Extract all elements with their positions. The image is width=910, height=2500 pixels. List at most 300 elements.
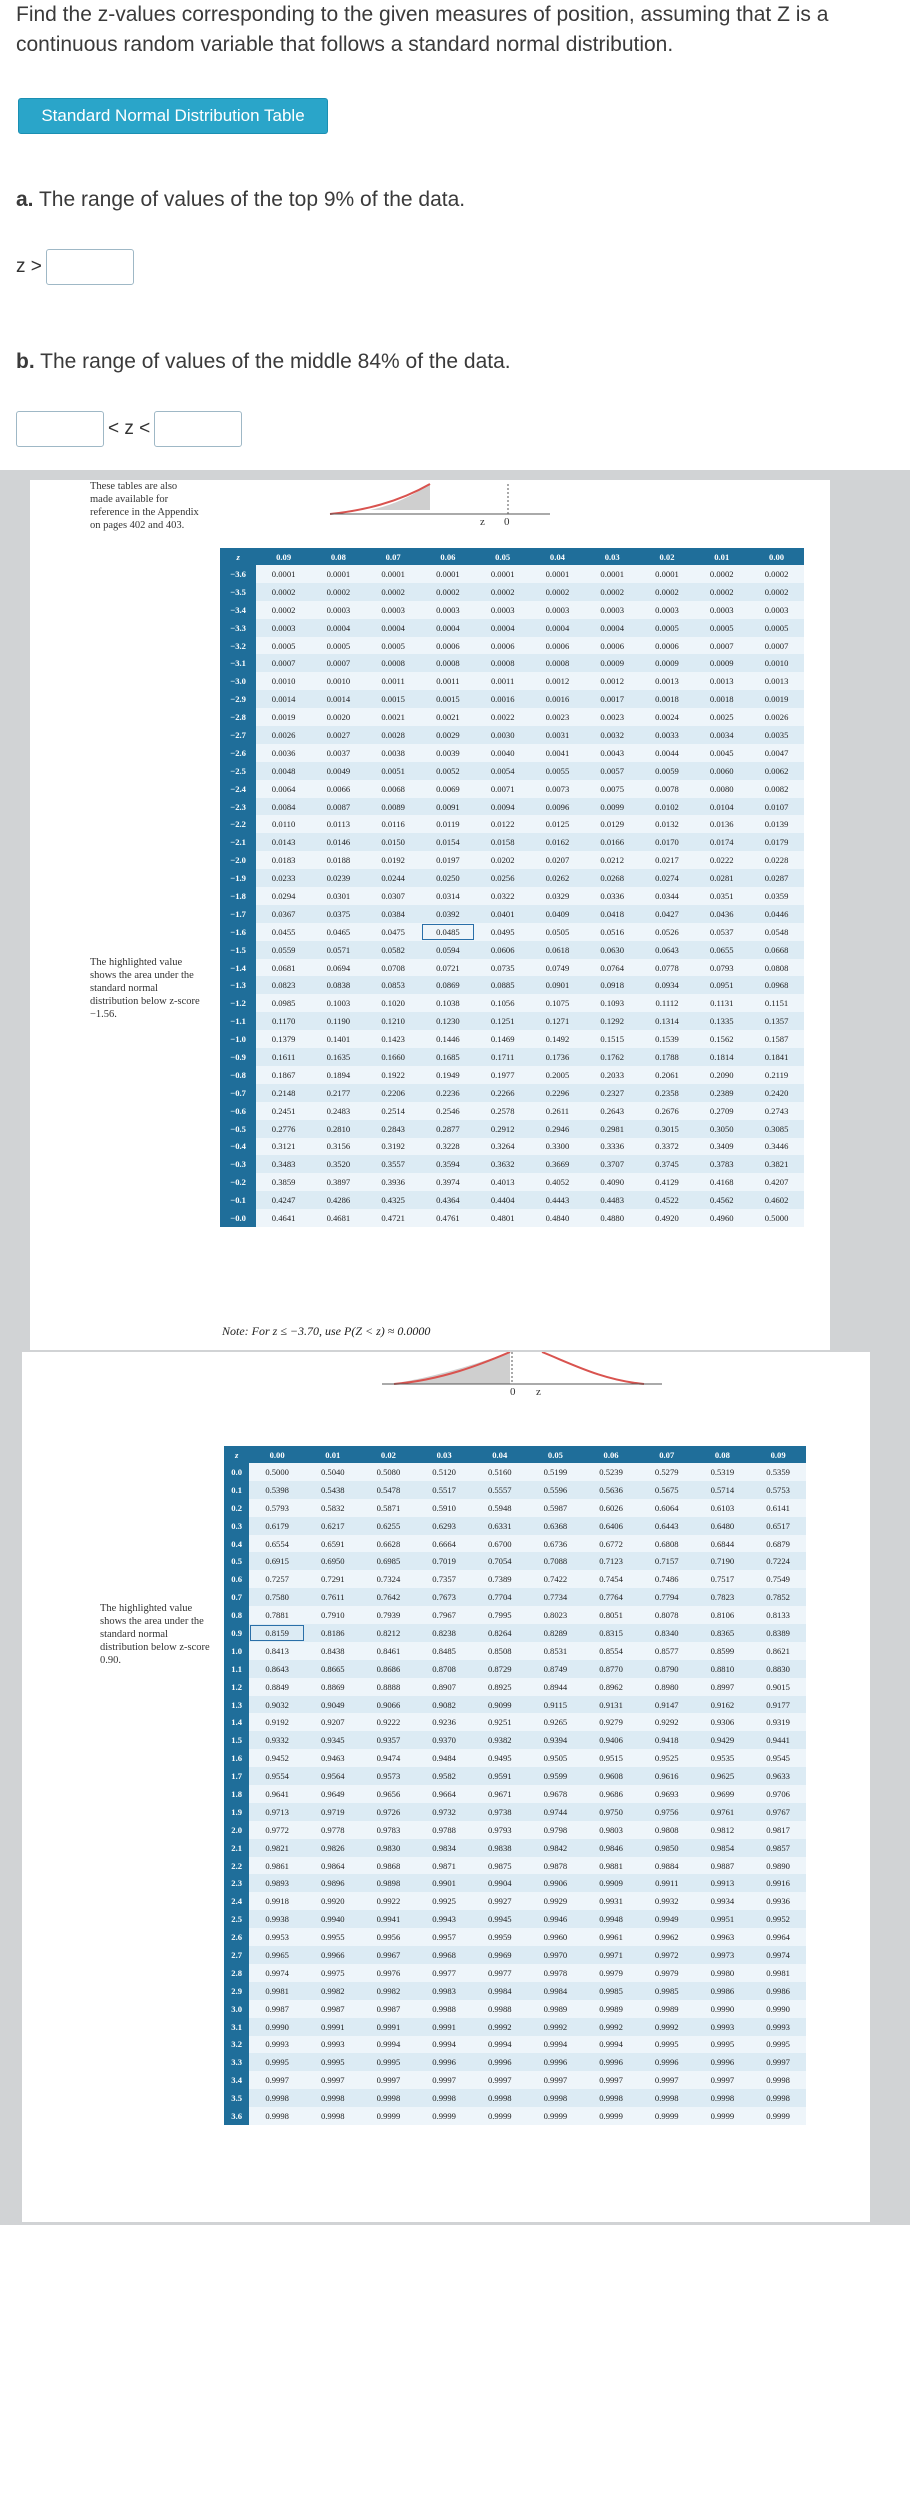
z-score-cell: −3.3 bbox=[220, 619, 256, 637]
table-row bbox=[224, 2053, 806, 2071]
probability-cell: 0.9265 bbox=[528, 1713, 584, 1731]
probability-cell: 0.9998 bbox=[305, 2089, 361, 2107]
probability-cell: 0.3520 bbox=[311, 1155, 366, 1173]
probability-cell: 0.1357 bbox=[749, 1012, 804, 1030]
probability-cell: 0.0104 bbox=[694, 798, 749, 816]
table-row bbox=[224, 1982, 806, 2000]
probability-cell: 0.1894 bbox=[311, 1066, 366, 1084]
probability-cell: 0.9207 bbox=[305, 1713, 361, 1731]
z-score-cell: 1.3 bbox=[224, 1696, 249, 1714]
probability-cell: 0.9854 bbox=[695, 1839, 751, 1857]
probability-cell: 0.9686 bbox=[583, 1785, 639, 1803]
probability-cell: 0.0146 bbox=[311, 833, 366, 851]
probability-cell: 0.2033 bbox=[585, 1066, 640, 1084]
probability-cell: 0.3632 bbox=[475, 1155, 530, 1173]
z-score-cell: 2.1 bbox=[224, 1839, 249, 1857]
probability-cell: 0.0016 bbox=[475, 690, 530, 708]
probability-cell: 0.0019 bbox=[256, 708, 311, 726]
probability-cell: 0.7611 bbox=[305, 1588, 361, 1606]
z-score-cell: −3.6 bbox=[220, 565, 256, 583]
probability-cell: 0.5753 bbox=[750, 1481, 806, 1499]
probability-cell: 0.1292 bbox=[585, 1012, 640, 1030]
probability-cell: 0.1230 bbox=[421, 1012, 476, 1030]
z-score-cell: 3.5 bbox=[224, 2089, 249, 2107]
z-score-cell: 1.7 bbox=[224, 1767, 249, 1785]
table-row bbox=[224, 1606, 806, 1624]
probability-cell: 0.4960 bbox=[694, 1209, 749, 1227]
probability-cell: 0.6406 bbox=[583, 1517, 639, 1535]
probability-cell: 0.0436 bbox=[694, 905, 749, 923]
z-score-cell: −2.3 bbox=[220, 798, 256, 816]
probability-cell: 0.9998 bbox=[639, 2089, 695, 2107]
probability-cell: 0.0314 bbox=[421, 887, 476, 905]
table-row bbox=[224, 1839, 806, 1857]
probability-cell: 0.9864 bbox=[305, 1857, 361, 1875]
probability-cell: 0.9049 bbox=[305, 1696, 361, 1714]
probability-cell: 0.3974 bbox=[421, 1173, 476, 1191]
probability-cell: 0.0188 bbox=[311, 851, 366, 869]
probability-cell: 0.9996 bbox=[695, 2053, 751, 2071]
table-row bbox=[220, 601, 804, 619]
probability-cell: 0.5636 bbox=[583, 1481, 639, 1499]
probability-cell: 0.4129 bbox=[640, 1173, 695, 1191]
probability-cell: 0.0143 bbox=[256, 833, 311, 851]
probability-cell: 0.0427 bbox=[640, 905, 695, 923]
probability-cell: 0.6950 bbox=[305, 1552, 361, 1570]
probability-cell: 0.0455 bbox=[256, 923, 311, 941]
probability-cell: 0.6985 bbox=[361, 1552, 417, 1570]
probability-cell: 0.9999 bbox=[416, 2107, 472, 2125]
probability-cell: 0.0329 bbox=[530, 887, 585, 905]
probability-cell: 0.9985 bbox=[639, 1982, 695, 2000]
probability-cell: 0.8577 bbox=[639, 1642, 695, 1660]
probability-cell: 0.9982 bbox=[361, 1982, 417, 2000]
probability-cell: 0.0934 bbox=[640, 976, 695, 994]
probability-cell: 0.6141 bbox=[750, 1499, 806, 1517]
probability-cell: 0.0007 bbox=[311, 654, 366, 672]
probability-cell: 0.9997 bbox=[750, 2053, 806, 2071]
probability-cell: 0.4090 bbox=[585, 1173, 640, 1191]
probability-cell: 0.0006 bbox=[640, 637, 695, 655]
probability-cell: 0.9998 bbox=[249, 2107, 305, 2125]
probability-cell: 0.0047 bbox=[749, 744, 804, 762]
probability-cell: 0.1423 bbox=[366, 1030, 421, 1048]
column-header: 0.02 bbox=[640, 548, 695, 565]
probability-cell: 0.0030 bbox=[475, 726, 530, 744]
z-column-header: z bbox=[224, 1446, 249, 1463]
probability-cell: 0.9292 bbox=[639, 1713, 695, 1731]
probability-cell: 0.9998 bbox=[583, 2089, 639, 2107]
table-row bbox=[220, 1084, 804, 1102]
z-column-header: z bbox=[220, 548, 256, 565]
probability-cell: 0.7517 bbox=[695, 1570, 751, 1588]
z-score-cell: 1.0 bbox=[224, 1642, 249, 1660]
z-score-cell: 1.2 bbox=[224, 1678, 249, 1696]
probability-cell: 0.4801 bbox=[475, 1209, 530, 1227]
z-score-cell: −1.8 bbox=[220, 887, 256, 905]
probability-cell: 0.9913 bbox=[695, 1874, 751, 1892]
table-row bbox=[224, 1499, 806, 1517]
axis-label-z-positive: z bbox=[536, 1386, 541, 1398]
probability-cell: 0.5120 bbox=[416, 1463, 472, 1481]
probability-cell: 0.5438 bbox=[305, 1481, 361, 1499]
probability-cell: 0.9977 bbox=[416, 1964, 472, 1982]
highlight-note-positive: The highlighted value shows the area under the standard normal distribution below z-score 0.90. bbox=[100, 1603, 210, 1666]
z-score-cell: −2.1 bbox=[220, 833, 256, 851]
z-score-cell: 1.9 bbox=[224, 1803, 249, 1821]
probability-cell: 0.9887 bbox=[695, 1857, 751, 1875]
probability-cell: 0.0113 bbox=[311, 815, 366, 833]
probability-cell: 0.4364 bbox=[421, 1191, 476, 1209]
probability-cell: 0.9973 bbox=[695, 1946, 751, 1964]
probability-cell: 0.6844 bbox=[695, 1535, 751, 1553]
probability-cell: 0.8554 bbox=[583, 1642, 639, 1660]
probability-cell: 0.9821 bbox=[249, 1839, 305, 1857]
probability-cell: 0.0038 bbox=[366, 744, 421, 762]
probability-cell: 0.0606 bbox=[475, 941, 530, 959]
table-row bbox=[224, 1678, 806, 1696]
table-row bbox=[220, 869, 804, 887]
probability-cell: 0.0002 bbox=[256, 601, 311, 619]
probability-cell: 0.8907 bbox=[416, 1678, 472, 1696]
probability-cell: 0.0003 bbox=[749, 601, 804, 619]
standard-normal-table-button[interactable]: Standard Normal Distribution Table bbox=[18, 98, 328, 134]
probability-cell: 0.9992 bbox=[583, 2018, 639, 2036]
part-b-answer-row bbox=[16, 411, 246, 447]
probability-cell: 0.9664 bbox=[416, 1785, 472, 1803]
probability-cell: 0.9962 bbox=[639, 1928, 695, 1946]
probability-cell: 0.7881 bbox=[249, 1606, 305, 1624]
probability-cell: 0.3264 bbox=[475, 1138, 530, 1156]
probability-cell: 0.4721 bbox=[366, 1209, 421, 1227]
probability-cell: 0.9222 bbox=[361, 1713, 417, 1731]
probability-cell: 0.1335 bbox=[694, 1012, 749, 1030]
probability-cell: 0.0020 bbox=[311, 708, 366, 726]
probability-cell: 0.0495 bbox=[475, 923, 530, 941]
probability-cell: 0.2296 bbox=[530, 1084, 585, 1102]
probability-cell: 0.9998 bbox=[361, 2089, 417, 2107]
probability-cell: 0.8023 bbox=[528, 1606, 584, 1624]
probability-cell: 0.9909 bbox=[583, 1874, 639, 1892]
probability-cell: 0.7764 bbox=[583, 1588, 639, 1606]
probability-cell: 0.1660 bbox=[366, 1048, 421, 1066]
probability-cell: 0.9968 bbox=[416, 1946, 472, 1964]
probability-cell: 0.0044 bbox=[640, 744, 695, 762]
probability-cell: 0.0024 bbox=[640, 708, 695, 726]
appendix-note: These tables are also made available for reference in the Appendix on pages 402 and 403. bbox=[90, 481, 199, 531]
column-header: 0.09 bbox=[750, 1446, 806, 1463]
probability-cell: 0.9319 bbox=[750, 1713, 806, 1731]
z-score-cell: −3.5 bbox=[220, 583, 256, 601]
z-score-cell: 0.4 bbox=[224, 1535, 249, 1553]
probability-cell: 0.9993 bbox=[305, 2036, 361, 2054]
probability-cell: 0.9463 bbox=[305, 1749, 361, 1767]
probability-cell: 0.0158 bbox=[475, 833, 530, 851]
probability-cell: 0.9979 bbox=[583, 1964, 639, 1982]
probability-cell: 0.0274 bbox=[640, 869, 695, 887]
probability-cell: 0.7704 bbox=[472, 1588, 528, 1606]
probability-cell: 0.1587 bbox=[749, 1030, 804, 1048]
probability-cell: 0.9893 bbox=[249, 1874, 305, 1892]
probability-cell: 0.0012 bbox=[530, 672, 585, 690]
probability-cell: 0.9984 bbox=[528, 1982, 584, 2000]
probability-cell: 0.4602 bbox=[749, 1191, 804, 1209]
probability-cell: 0.0037 bbox=[311, 744, 366, 762]
table-row bbox=[224, 1892, 806, 1910]
probability-cell: 0.1056 bbox=[475, 994, 530, 1012]
probability-cell: 0.0016 bbox=[530, 690, 585, 708]
probability-cell: 0.9842 bbox=[528, 1839, 584, 1857]
part-b-inequality: < z < bbox=[108, 418, 151, 439]
probability-cell: 0.6879 bbox=[750, 1535, 806, 1553]
probability-cell: 0.9996 bbox=[416, 2053, 472, 2071]
column-header: 0.07 bbox=[639, 1446, 695, 1463]
probability-cell: 0.0475 bbox=[366, 923, 421, 941]
z-score-cell: 3.3 bbox=[224, 2053, 249, 2071]
probability-cell: 0.0007 bbox=[749, 637, 804, 655]
probability-cell: 0.8531 bbox=[528, 1642, 584, 1660]
probability-cell: 0.9236 bbox=[416, 1713, 472, 1731]
probability-cell: 0.0233 bbox=[256, 869, 311, 887]
probability-cell: 0.9599 bbox=[528, 1767, 584, 1785]
probability-cell: 0.9994 bbox=[416, 2036, 472, 2054]
probability-cell: 0.9554 bbox=[249, 1767, 305, 1785]
z-score-cell: 0.6 bbox=[224, 1570, 249, 1588]
probability-cell: 0.0004 bbox=[366, 619, 421, 637]
table-row bbox=[220, 583, 804, 601]
probability-cell: 0.0054 bbox=[475, 762, 530, 780]
probability-cell: 0.0119 bbox=[421, 815, 476, 833]
z-score-cell: 1.8 bbox=[224, 1785, 249, 1803]
probability-cell: 0.8869 bbox=[305, 1678, 361, 1696]
probability-cell: 0.9978 bbox=[528, 1964, 584, 1982]
part-b-upper-input[interactable] bbox=[154, 411, 242, 447]
probability-cell: 0.0071 bbox=[475, 780, 530, 798]
probability-cell: 0.6331 bbox=[472, 1517, 528, 1535]
probability-cell: 0.3446 bbox=[749, 1138, 804, 1156]
negative-table-note: Note: For z ≤ −3.70, use P(Z < z) ≈ 0.0000 bbox=[222, 1324, 431, 1338]
probability-cell: 0.9641 bbox=[249, 1785, 305, 1803]
probability-cell: 0.0002 bbox=[694, 565, 749, 583]
probability-cell: 0.0052 bbox=[421, 762, 476, 780]
z-score-cell: −0.7 bbox=[220, 1084, 256, 1102]
column-header: 0.08 bbox=[695, 1446, 751, 1463]
probability-cell: 0.9940 bbox=[305, 1910, 361, 1928]
probability-cell: 0.9890 bbox=[750, 1857, 806, 1875]
probability-cell: 0.7019 bbox=[416, 1552, 472, 1570]
table-row bbox=[220, 690, 804, 708]
probability-cell: 0.9977 bbox=[472, 1964, 528, 1982]
probability-cell: 0.9545 bbox=[750, 1749, 806, 1767]
probability-cell: 0.0023 bbox=[530, 708, 585, 726]
column-header: 0.00 bbox=[249, 1446, 305, 1463]
probability-cell: 0.0029 bbox=[421, 726, 476, 744]
table-row bbox=[220, 1102, 804, 1120]
probability-cell: 0.2119 bbox=[749, 1066, 804, 1084]
probability-cell: 0.9911 bbox=[639, 1874, 695, 1892]
probability-cell: 0.5675 bbox=[639, 1481, 695, 1499]
probability-cell: 0.9999 bbox=[639, 2107, 695, 2125]
probability-cell: 0.9929 bbox=[528, 1892, 584, 1910]
probability-cell: 0.6628 bbox=[361, 1535, 417, 1553]
probability-cell: 0.7157 bbox=[639, 1552, 695, 1570]
probability-cell: 0.0001 bbox=[421, 565, 476, 583]
table-row bbox=[224, 1910, 806, 1928]
probability-cell: 0.0004 bbox=[421, 619, 476, 637]
probability-cell: 0.4404 bbox=[475, 1191, 530, 1209]
probability-cell: 0.9995 bbox=[639, 2036, 695, 2054]
probability-cell: 0.9875 bbox=[472, 1857, 528, 1875]
z-score-cell: 0.3 bbox=[224, 1517, 249, 1535]
probability-cell: 0.8888 bbox=[361, 1678, 417, 1696]
probability-cell: 0.3897 bbox=[311, 1173, 366, 1191]
probability-cell: 0.9934 bbox=[695, 1892, 751, 1910]
probability-cell: 0.1539 bbox=[640, 1030, 695, 1048]
probability-cell: 0.5557 bbox=[472, 1481, 528, 1499]
probability-cell: 0.9131 bbox=[583, 1696, 639, 1714]
probability-cell: 0.9953 bbox=[249, 1928, 305, 1946]
part-a-z-input[interactable] bbox=[46, 249, 134, 285]
probability-cell: 0.9938 bbox=[249, 1910, 305, 1928]
probability-cell: 0.0823 bbox=[256, 976, 311, 994]
table-row bbox=[220, 619, 804, 637]
probability-cell: 0.3192 bbox=[366, 1138, 421, 1156]
probability-cell: 0.9927 bbox=[472, 1892, 528, 1910]
table-row bbox=[224, 1821, 806, 1839]
probability-cell: 0.9861 bbox=[249, 1857, 305, 1875]
table-row bbox=[220, 959, 804, 977]
probability-cell: 0.9985 bbox=[583, 1982, 639, 2000]
probability-cell: 0.9783 bbox=[361, 1821, 417, 1839]
probability-cell: 0.0618 bbox=[530, 941, 585, 959]
z-score-cell: 0.2 bbox=[224, 1499, 249, 1517]
probability-cell: 0.9918 bbox=[249, 1892, 305, 1910]
probability-cell: 0.0918 bbox=[585, 976, 640, 994]
probability-cell: 0.9871 bbox=[416, 1857, 472, 1875]
probability-cell: 0.0681 bbox=[256, 959, 311, 977]
probability-cell: 0.0005 bbox=[694, 619, 749, 637]
table-row bbox=[220, 1209, 804, 1227]
table-row bbox=[220, 976, 804, 994]
part-b-lower-input[interactable] bbox=[16, 411, 104, 447]
probability-cell: 0.9726 bbox=[361, 1803, 417, 1821]
probability-cell: 0.6293 bbox=[416, 1517, 472, 1535]
probability-cell: 0.0005 bbox=[256, 637, 311, 655]
z-score-cell: −2.9 bbox=[220, 690, 256, 708]
probability-cell: 0.1736 bbox=[530, 1048, 585, 1066]
table-row bbox=[220, 1012, 804, 1030]
probability-cell: 0.4880 bbox=[585, 1209, 640, 1227]
probability-cell: 0.0154 bbox=[421, 833, 476, 851]
column-header: 0.07 bbox=[366, 548, 421, 565]
probability-cell: 0.9995 bbox=[750, 2036, 806, 2054]
table-row bbox=[220, 1066, 804, 1084]
probability-cell: 0.0307 bbox=[366, 887, 421, 905]
probability-cell: 0.0003 bbox=[585, 601, 640, 619]
part-b-prompt bbox=[16, 350, 511, 374]
probability-cell: 0.9960 bbox=[528, 1928, 584, 1946]
probability-cell: 0.9989 bbox=[583, 2000, 639, 2018]
probability-cell: 0.9591 bbox=[472, 1767, 528, 1785]
probability-cell: 0.9345 bbox=[305, 1731, 361, 1749]
z-score-cell: −3.0 bbox=[220, 672, 256, 690]
probability-cell: 0.9996 bbox=[472, 2053, 528, 2071]
probability-cell: 0.5000 bbox=[249, 1463, 305, 1481]
probability-cell: 0.9999 bbox=[528, 2107, 584, 2125]
probability-cell: 0.9032 bbox=[249, 1696, 305, 1714]
probability-cell: 0.0559 bbox=[256, 941, 311, 959]
probability-cell: 0.1788 bbox=[640, 1048, 695, 1066]
probability-cell: 0.0116 bbox=[366, 815, 421, 833]
probability-cell: 0.9306 bbox=[695, 1713, 751, 1731]
table-row bbox=[220, 726, 804, 744]
probability-cell: 0.9625 bbox=[695, 1767, 751, 1785]
z-score-cell: 2.0 bbox=[224, 1821, 249, 1839]
probability-cell: 0.9992 bbox=[528, 2018, 584, 2036]
z-score-cell: −1.5 bbox=[220, 941, 256, 959]
highlight-note-negative: The highlighted value shows the area under the standard normal distribution below z-score −1.56. bbox=[90, 957, 200, 1020]
probability-cell: 0.8238 bbox=[416, 1624, 472, 1642]
probability-cell: 0.2709 bbox=[694, 1102, 749, 1120]
probability-cell: 0.9884 bbox=[639, 1857, 695, 1875]
probability-cell: 0.9693 bbox=[639, 1785, 695, 1803]
probability-cell: 0.8485 bbox=[416, 1642, 472, 1660]
probability-cell: 0.0010 bbox=[749, 654, 804, 672]
probability-cell: 0.9901 bbox=[416, 1874, 472, 1892]
probability-cell: 0.5160 bbox=[472, 1463, 528, 1481]
probability-cell: 0.2912 bbox=[475, 1120, 530, 1138]
probability-cell: 0.4168 bbox=[694, 1173, 749, 1191]
probability-cell: 0.0048 bbox=[256, 762, 311, 780]
probability-cell: 0.0125 bbox=[530, 815, 585, 833]
probability-cell: 0.6443 bbox=[639, 1517, 695, 1535]
probability-cell: 0.8413 bbox=[249, 1642, 305, 1660]
probability-cell: 0.0018 bbox=[694, 690, 749, 708]
probability-cell: 0.9970 bbox=[528, 1946, 584, 1964]
z-score-cell: 2.3 bbox=[224, 1874, 249, 1892]
probability-cell: 0.0179 bbox=[749, 833, 804, 851]
probability-cell: 0.8925 bbox=[472, 1678, 528, 1696]
probability-cell: 0.0002 bbox=[530, 583, 585, 601]
probability-cell: 0.0006 bbox=[585, 637, 640, 655]
probability-cell: 0.9738 bbox=[472, 1803, 528, 1821]
probability-cell: 0.9706 bbox=[750, 1785, 806, 1803]
probability-cell: 0.9251 bbox=[472, 1713, 528, 1731]
probability-cell: 0.1685 bbox=[421, 1048, 476, 1066]
probability-cell: 0.9955 bbox=[305, 1928, 361, 1946]
table-row bbox=[220, 1138, 804, 1156]
probability-cell: 0.0003 bbox=[640, 601, 695, 619]
z-score-cell: 3.0 bbox=[224, 2000, 249, 2018]
probability-cell: 0.9798 bbox=[528, 1821, 584, 1839]
probability-cell: 0.9857 bbox=[750, 1839, 806, 1857]
probability-cell: 0.2877 bbox=[421, 1120, 476, 1138]
probability-cell: 0.0028 bbox=[366, 726, 421, 744]
table-row bbox=[224, 1749, 806, 1767]
probability-cell: 0.1251 bbox=[475, 1012, 530, 1030]
probability-cell: 0.9979 bbox=[639, 1964, 695, 1982]
probability-cell: 0.3085 bbox=[749, 1120, 804, 1138]
probability-cell: 0.1492 bbox=[530, 1030, 585, 1048]
probability-cell: 0.1635 bbox=[311, 1048, 366, 1066]
table-row bbox=[224, 1660, 806, 1678]
probability-cell: 0.9808 bbox=[639, 1821, 695, 1839]
probability-cell: 0.9744 bbox=[528, 1803, 584, 1821]
probability-cell: 0.0027 bbox=[311, 726, 366, 744]
z-score-cell: 2.6 bbox=[224, 1928, 249, 1946]
probability-cell: 0.9484 bbox=[416, 1749, 472, 1767]
probability-cell: 0.0036 bbox=[256, 744, 311, 762]
